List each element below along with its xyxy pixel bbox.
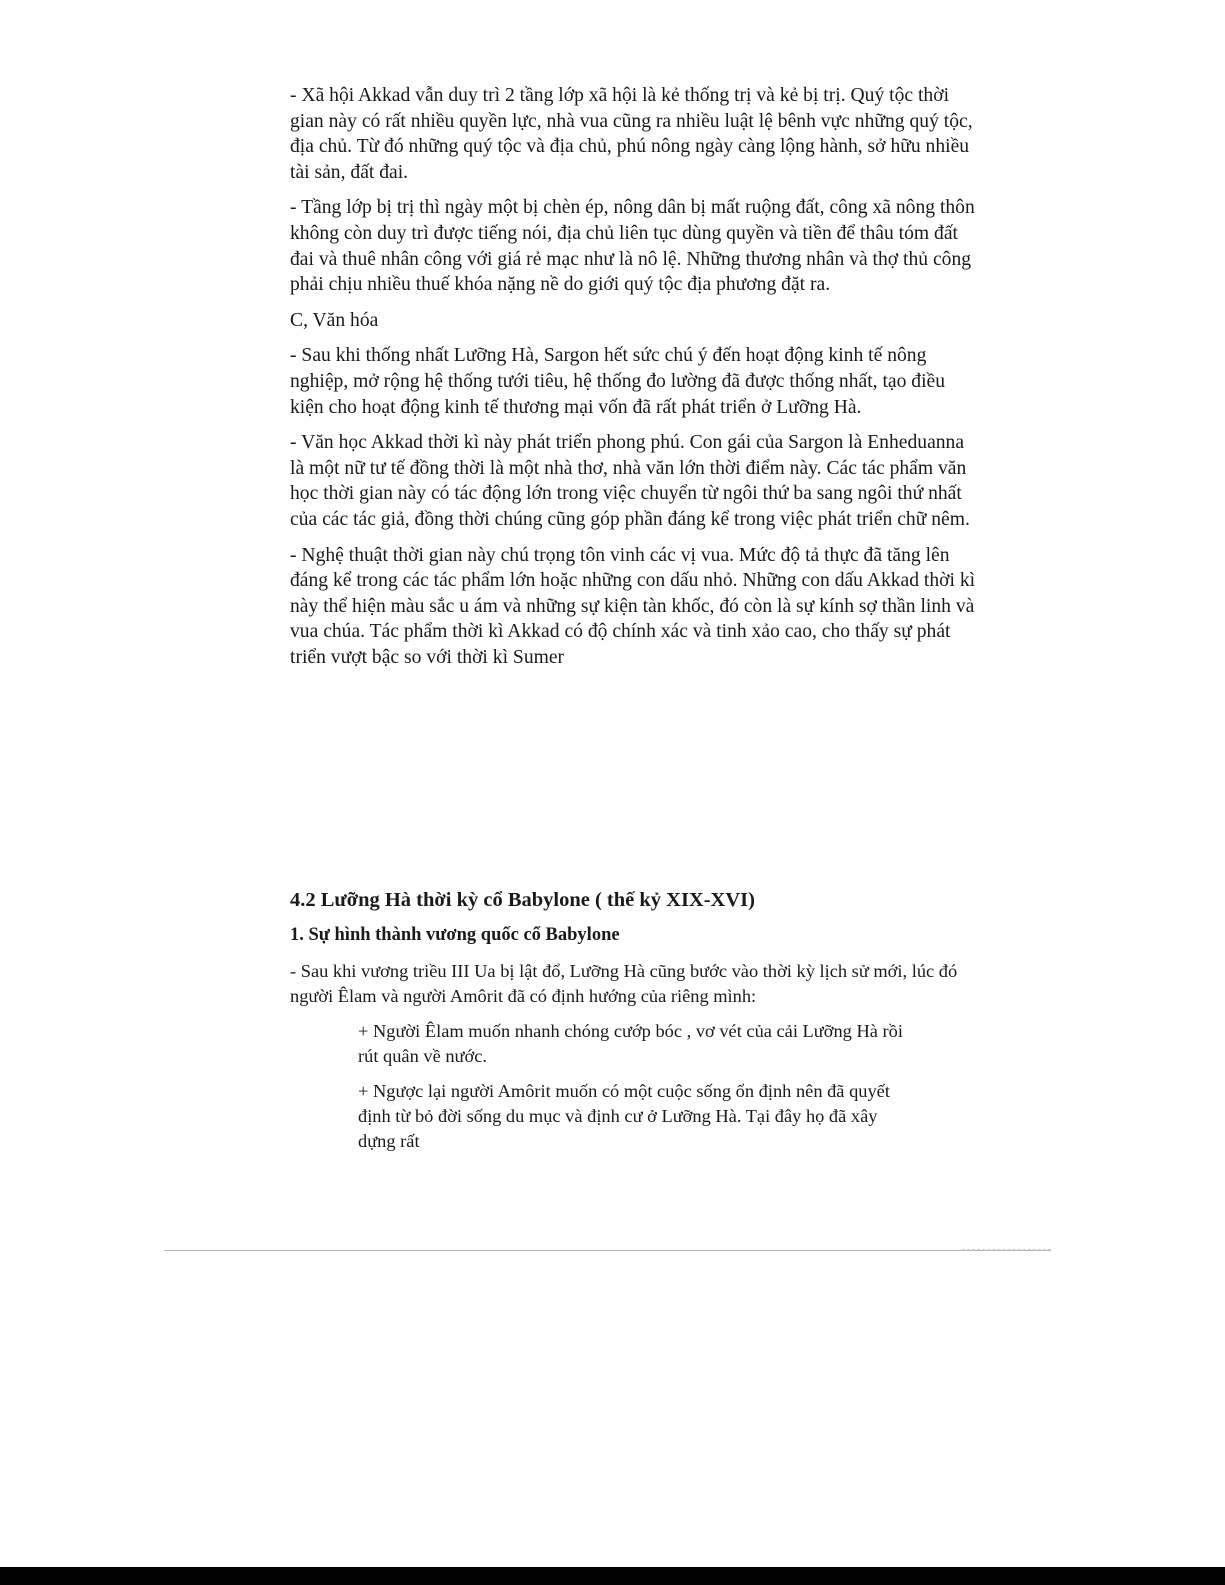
section-title: 4.2 Lưỡng Hà thời kỳ cổ Babylone ( thế kỷ XIX-XVI): [290, 889, 755, 911]
paragraph-literature: - Văn học Akkad thời kì này phát triển phong phú. Con gái của Sargon là Enheduanna là một nữ tư tế đồng thời là một nhà thơ, nhà văn lớn thời điểm này. Các tác phẩm văn học thời gian này có tác động lớn trong việc chuyển từ ngôi thứ ba sang ngôi thứ nhất của các tác giả, đồng thời chúng cũng góp phần đáng kể trong việc phát triển chữ nêm.: [290, 432, 970, 530]
paragraph-intro: - Sau khi vương triều III Ua bị lật đổ, Lưỡng Hà cũng bước vào thời kỳ lịch sử mới, lúc đó người Êlam và người Amôrit đã có định hướng của riêng mình:: [290, 961, 958, 1006]
bottom-edge-bar: [0, 1567, 1225, 1585]
section-c-content: [290, 83, 980, 680]
section-4-2-content: [290, 887, 980, 1164]
page-divider: [164, 1250, 1051, 1251]
paragraph-economy: - Sau khi thống nhất Lưỡng Hà, Sargon hết sức chú ý đến hoạt động kinh tế nông nghiệp, mở rộng hệ thống tưới tiêu, hệ thống đo lường đã được thống nhất, tạo điều kiện cho hoạt động kinh tế thương mại vốn đã rất phát triển ở Lưỡng Hà.: [290, 345, 946, 418]
paragraph-art: - Nghệ thuật thời gian này chú trọng tôn vinh các vị vua. Mức độ tả thực đã tăng lên đáng kể trong các tác phẩm lớn hoặc những con dấu nhỏ. Những con dấu Akkad thời kì này thể hiện màu sắc u ám và những sự kiện tàn khốc, đó còn là sự kính sợ thần linh và vua chúa. Tác phẩm thời kì Akkad có độ chính xác và tinh xảo cao, cho thấy sự phát triển vượt bậc so với thời kì Sumer: [290, 544, 976, 668]
section-subtitle: 1. Sự hình thành vương quốc cổ Babylone: [290, 925, 620, 945]
bullet-elam: + Người Êlam muốn nhanh chóng cướp bóc , vơ vét của cải Lưỡng Hà rồi rút quân về nước.: [358, 1021, 903, 1066]
heading-culture: C, Văn hóa: [290, 309, 379, 331]
page-divider-tail: [962, 1249, 1051, 1250]
paragraph-society-classes: - Xã hội Akkad vẫn duy trì 2 tầng lớp xã hội là kẻ thống trị và kẻ bị trị. Quý tộc thời gian này có rất nhiều quyền lực, nhà vua cũng ra nhiều luật lệ bênh vực những quý tộc, địa chủ. Từ đó những quý tộc và địa chủ, phú nông ngày càng lộng hành, sở hữu nhiều tài sản, đất đai.: [290, 85, 973, 183]
paragraph-ruled-class: - Tầng lớp bị trị thì ngày một bị chèn ép, nông dân bị mất ruộng đất, công xã nông thôn không còn duy trì được tiếng nói, địa chủ liên tục dùng quyền và tiền để thâu tóm đất đai và thuê nhân công với giá rẻ mạc như là nô lệ. Những thương nhân và thợ thủ công phải chịu nhiều thuế khóa nặng nề do giới quý tộc địa phương đặt ra.: [290, 197, 975, 296]
bullet-amorite: + Ngược lại người Amôrit muốn có một cuộc sống ổn định nên đã quyết định từ bỏ đời sống du mục và định cư ở Lưỡng Hà. Tại đây họ đã xây dựng rất: [358, 1081, 890, 1151]
